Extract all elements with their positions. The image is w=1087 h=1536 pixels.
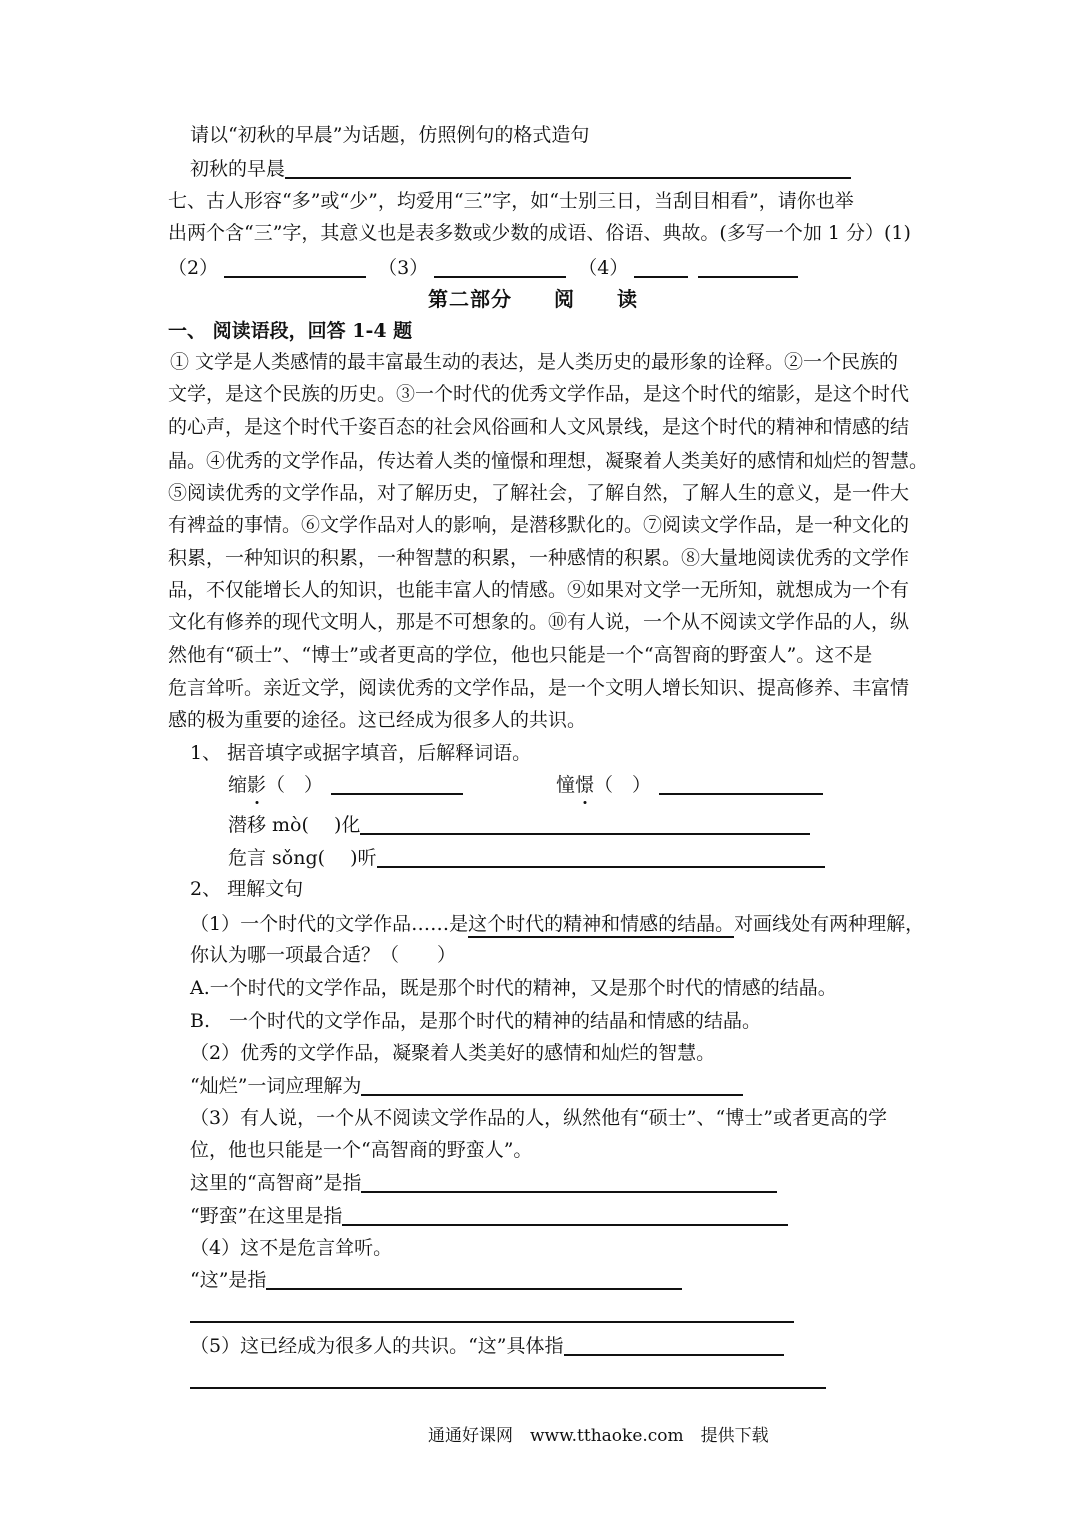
q2-s4-answer-label: “这”是指 bbox=[190, 1269, 267, 1291]
passage-line: 的心声，是这个时代千姿百态的社会风俗画和人文风景线，是这个时代的精神和情感的结 bbox=[168, 416, 910, 438]
q2-s5-blank-line2[interactable] bbox=[190, 1387, 826, 1389]
q1-item-c-label: 潜移 mò( )化 bbox=[228, 814, 361, 836]
q2-s3-line1: （3）有人说，一个从不阅读文学作品的人，纵然他有“硕士”、“博士”或者更高的学 bbox=[190, 1107, 887, 1129]
q2-s4-answer bbox=[190, 1268, 682, 1292]
passage-line: 晶。④优秀的文学作品，传达着人类的憧憬和理想，凝聚着人类美好的感情和灿烂的智慧。 bbox=[168, 450, 929, 472]
q2-s4-blank-line2[interactable] bbox=[190, 1321, 794, 1323]
q7-blank-2[interactable] bbox=[224, 256, 366, 278]
part-two-title: 第二部分 阅 读 bbox=[428, 287, 638, 311]
q2-s2: （2）优秀的文学作品，凝聚着人类美好的感情和灿烂的智慧。 bbox=[190, 1042, 716, 1064]
q2-heading: 2、 理解文句 bbox=[190, 878, 304, 900]
q1-item-d bbox=[228, 846, 825, 870]
q1-item-b-char: 憧 bbox=[556, 774, 576, 796]
q1-item-a-paren: （ ） bbox=[266, 774, 324, 796]
q2-s2-blank[interactable] bbox=[361, 1074, 743, 1096]
q1-blank-d[interactable] bbox=[377, 846, 825, 868]
q2-option-b: B. 一个时代的文学作品，是那个时代的精神的结晶和情感的结晶。 bbox=[190, 1010, 762, 1032]
passage-line: 积累，一种知识的积累，一种智慧的积累，一种感情的积累。⑧大量地阅读优秀的文学作 bbox=[168, 547, 910, 569]
section-heading: 一、 阅读语段，回答 1-4 题 bbox=[168, 320, 413, 342]
q2-s1-underlined: 这个时代的精神和情感的结晶。 bbox=[468, 913, 734, 938]
q2-s3-blank2[interactable] bbox=[342, 1204, 788, 1226]
q2-option-a: A.一个时代的文学作品，既是那个时代的精神，又是那个时代的情感的结晶。 bbox=[190, 977, 837, 999]
passage-line: 文学，是这个民族的历史。③一个时代的优秀文学作品，是这个时代的缩影，是这个时代 bbox=[168, 383, 910, 405]
q2-s3-blank1[interactable] bbox=[361, 1171, 777, 1193]
q1-heading: 1、 据音填字或据字填音，后解释词语。 bbox=[190, 742, 532, 764]
q2-s5 bbox=[190, 1334, 784, 1358]
q2-s4: （4）这不是危言耸听。 bbox=[190, 1237, 393, 1259]
q7-blank-3[interactable] bbox=[434, 256, 566, 278]
passage-line: 有裨益的事情。⑥文学作品对人的影响，是潜移默化的。⑦阅读文学作品，是一种文化的 bbox=[168, 514, 910, 536]
q7-line1: 七、古人形容“多”或“少”，均爱用“三”字，如“士别三日，当刮目相看”，请你也举 bbox=[168, 190, 854, 212]
passage-line: ① 文学是人类感情的最丰富最生动的表达，是人类历史的最形象的诠释。②一个民族的 bbox=[170, 351, 899, 373]
passage-line: 品，不仅能增长人的知识，也能丰富人的情感。⑨如果对文学一无所知，就想成为一个有 bbox=[168, 579, 910, 601]
prompt-line: 请以“初秋的早晨”为话题，仿照例句的格式造句 bbox=[190, 124, 590, 146]
q2-s2-answer bbox=[190, 1074, 743, 1098]
q7-slot3-label: （3） bbox=[378, 257, 429, 279]
q1-blank-b[interactable] bbox=[659, 773, 823, 795]
q1-blank-c[interactable] bbox=[360, 813, 810, 835]
q2-s5-label: （5）这已经成为很多人的共识。“这”具体指 bbox=[190, 1335, 564, 1357]
q1-item-b bbox=[556, 773, 823, 797]
answer-blank[interactable] bbox=[285, 157, 851, 179]
q7-line3 bbox=[168, 256, 798, 280]
q7-slot2-label: （2） bbox=[168, 257, 219, 279]
q2-s3-answer2 bbox=[190, 1204, 788, 1228]
q7-blank-5[interactable] bbox=[698, 256, 798, 278]
q1-item-d-label: 危言 sǒng( )听 bbox=[228, 847, 377, 869]
q2-s3-answer1-label: 这里的“高智商”是指 bbox=[190, 1172, 362, 1194]
q1-item-a-char: 缩 bbox=[228, 774, 248, 796]
q1-item-a-dotted-char: 影 bbox=[247, 774, 267, 796]
q2-s3-answer1 bbox=[190, 1171, 777, 1195]
q1-item-a bbox=[228, 773, 463, 797]
q2-s5-blank[interactable] bbox=[564, 1334, 784, 1356]
q2-s2-answer-label: “灿烂”一词应理解为 bbox=[190, 1075, 362, 1097]
passage-line: ⑤阅读优秀的文学作品，对了解历史，了解社会，了解自然，了解人生的意义，是一件大 bbox=[168, 482, 910, 504]
q7-line2: 出两个含“三”字，其意义也是表多数或少数的成语、俗语、典故。(多写一个加 1 分）(1) bbox=[168, 222, 911, 244]
q1-item-c bbox=[228, 813, 810, 837]
footer: 通通好课网 www.tthaoke.com 提供下载 bbox=[428, 1426, 769, 1446]
q2-s1-line2: 你认为哪一项最合适？（ ） bbox=[190, 944, 457, 966]
q1-item-b-paren: （ ） bbox=[594, 774, 652, 796]
q1-blank-a[interactable] bbox=[331, 773, 463, 795]
q2-s1 bbox=[190, 912, 924, 936]
answer-label: 初秋的早晨 bbox=[190, 158, 286, 180]
q7-slot4-label: （4） bbox=[578, 257, 629, 279]
answer-line bbox=[190, 157, 851, 181]
q2-s1-pre: （1）一个时代的文学作品……是 bbox=[190, 913, 469, 935]
q1-item-b-dotted-char: 憬 bbox=[575, 774, 595, 796]
q2-s3-answer2-label: “野蛮”在这里是指 bbox=[190, 1205, 343, 1227]
q2-s4-blank[interactable] bbox=[266, 1268, 682, 1290]
passage-line: 危言耸听。亲近文学，阅读优秀的文学作品，是一个文明人增长知识、提高修养、丰富情 bbox=[168, 677, 910, 699]
passage-line: 感的极为重要的途径。这已经成为很多人的共识。 bbox=[168, 709, 587, 731]
q2-s3-line2: 位，他也只能是一个“高智商的野蛮人”。 bbox=[190, 1139, 533, 1161]
q7-blank-4[interactable] bbox=[634, 256, 688, 278]
passage-line: 文化有修养的现代文明人，那是不可想象的。⑩有人说，一个从不阅读文学作品的人，纵 bbox=[168, 611, 910, 633]
passage-line: 然他有“硕士”、“博士”或者更高的学位，他也只能是一个“高智商的野蛮人”。这不是 bbox=[168, 644, 873, 666]
q2-s1-post: 对画线处有两种理解， bbox=[734, 913, 925, 935]
